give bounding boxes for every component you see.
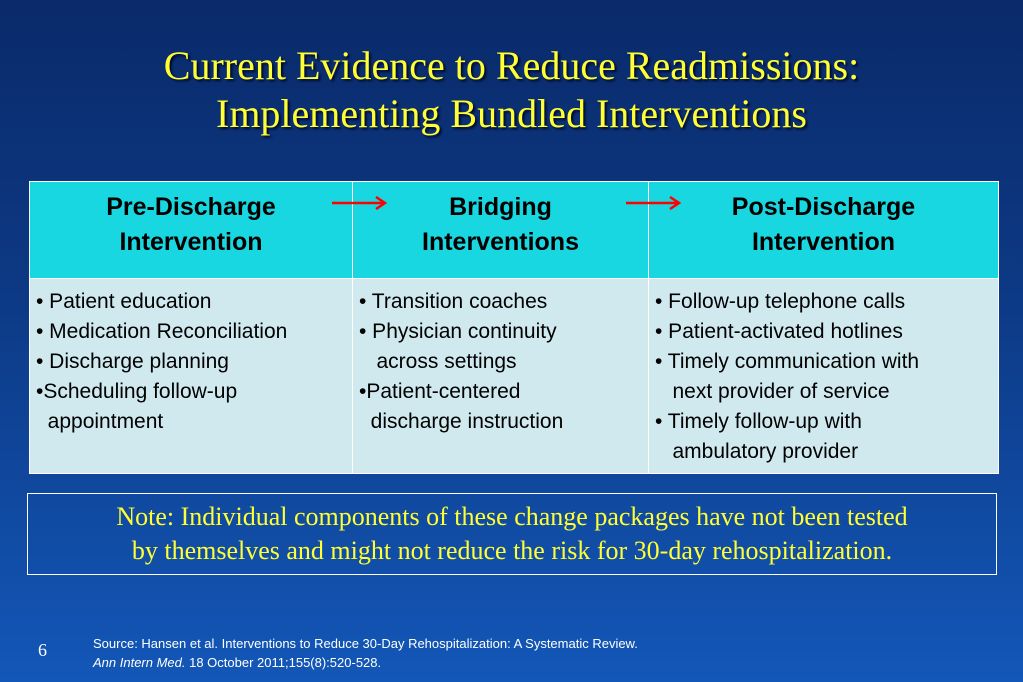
header-bridging-line-2: Interventions xyxy=(422,228,579,256)
list-item: • Timely follow-up with xyxy=(655,410,862,433)
slide-title-line-2: Implementing Bundled Interventions xyxy=(216,91,807,136)
table-header-row xyxy=(30,182,999,279)
source-line-1: Source: Hansen et al. Interventions to Reduce 30-Day Rehospitalization: A Systematic Review. xyxy=(93,636,638,651)
cell-pre-discharge xyxy=(30,279,353,474)
list-item: ambulatory provider xyxy=(655,440,859,463)
note-line-1: Note: Individual components of these change packages have not been tested xyxy=(116,502,908,531)
list-item: • Patient-activated hotlines xyxy=(655,320,903,343)
journal-name: Ann Intern Med. xyxy=(93,655,186,670)
citation-details: 18 October 2011;155(8):520-528. xyxy=(185,655,382,670)
list-item: • Transition coaches xyxy=(359,290,548,313)
list-item: appointment xyxy=(36,410,164,433)
cell-bridging xyxy=(353,279,649,474)
list-item: • Follow-up telephone calls xyxy=(655,290,906,313)
interventions-table xyxy=(29,181,999,474)
list-item: •Scheduling follow-up xyxy=(36,380,238,403)
note-box xyxy=(27,493,997,575)
header-pre-discharge xyxy=(30,182,353,279)
list-item: discharge instruction xyxy=(359,410,564,433)
source-citation xyxy=(93,634,638,672)
note-line-2: by themselves and might not reduce the risk for 30-day rehospitalization. xyxy=(131,536,893,565)
list-item: • Timely communication with xyxy=(655,350,920,373)
slide-title xyxy=(0,42,1023,138)
table-body-row xyxy=(30,279,999,474)
header-pre-discharge-line-2: Intervention xyxy=(119,228,263,256)
source-line-2 xyxy=(93,653,638,672)
list-item: •Patient-centered xyxy=(359,380,521,403)
slide-title-line-1: Current Evidence to Reduce Readmissions: xyxy=(163,43,860,88)
header-bridging-line-1: Bridging xyxy=(449,193,552,221)
list-item: next provider of service xyxy=(655,380,890,403)
header-pre-discharge-line-1: Pre-Discharge xyxy=(106,193,276,221)
cell-post-discharge xyxy=(649,279,999,474)
list-item: • Medication Reconciliation xyxy=(36,320,288,343)
slide-number: 6 xyxy=(38,640,47,660)
header-post-discharge-line-2: Intervention xyxy=(751,228,896,256)
header-bridging xyxy=(353,182,649,279)
list-item: • Patient education xyxy=(36,290,212,313)
list-item: • Discharge planning xyxy=(36,350,229,373)
header-post-discharge-line-1: Post-Discharge xyxy=(731,193,916,221)
list-item: • Physician continuity xyxy=(359,320,557,343)
list-item: across settings xyxy=(359,350,517,373)
header-post-discharge xyxy=(649,182,999,279)
